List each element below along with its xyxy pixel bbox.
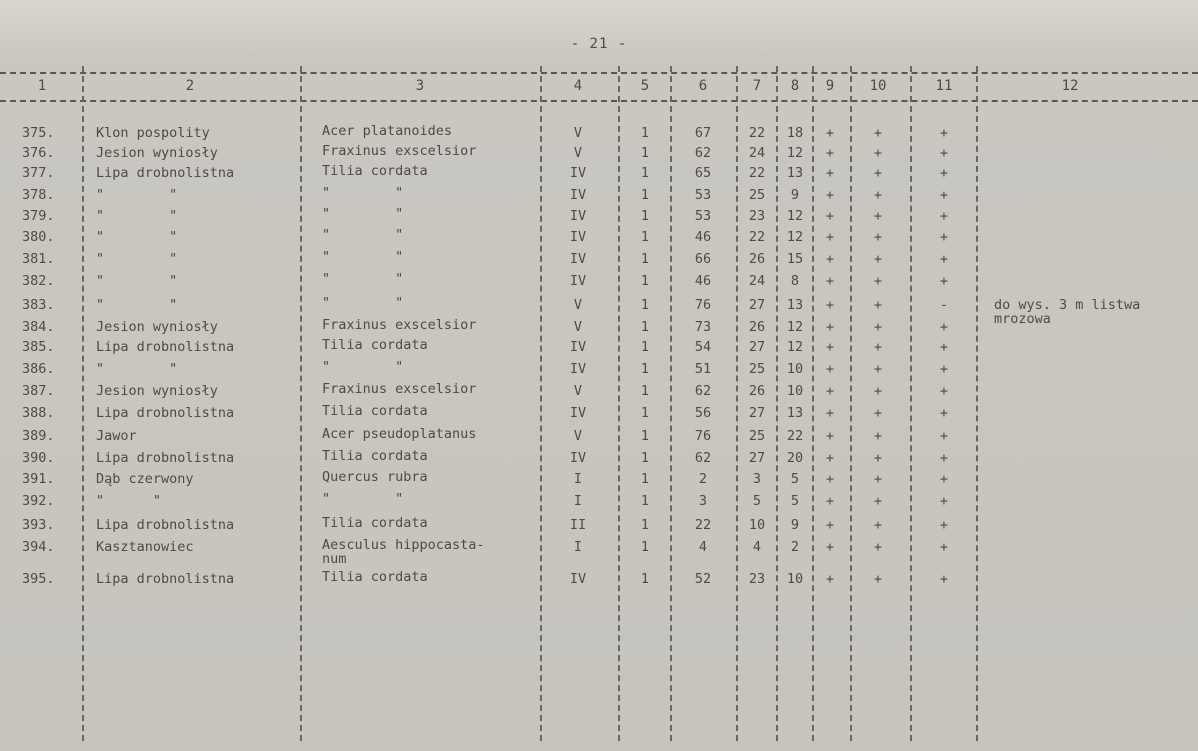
- common-name: Lipa drobnolistna: [96, 571, 235, 587]
- row-number: 394.: [22, 539, 55, 555]
- count-cell: 1: [640, 339, 650, 355]
- common-name: " ": [96, 361, 178, 377]
- value-cell: 4: [752, 539, 762, 555]
- value-cell: 10: [748, 517, 766, 533]
- row-number: 380.: [22, 229, 55, 245]
- mark-cell: +: [939, 517, 949, 533]
- column-header: 11: [935, 78, 953, 94]
- common-name: Klon pospolity: [96, 125, 210, 141]
- value-cell: 62: [694, 383, 712, 399]
- row-number: 382.: [22, 273, 55, 289]
- value-cell: 8: [790, 273, 800, 289]
- value-cell: 62: [694, 450, 712, 466]
- value-cell: 65: [694, 165, 712, 181]
- common-name: Lipa drobnolistna: [96, 165, 235, 181]
- mark-cell: +: [939, 251, 949, 267]
- common-name: " ": [96, 493, 162, 509]
- mark-cell: +: [939, 405, 949, 421]
- row-number: 385.: [22, 339, 55, 355]
- mark-cell: +: [939, 187, 949, 203]
- latin-name: Fraxinus exscelsior: [322, 317, 477, 333]
- class-cell: IV: [569, 229, 587, 245]
- value-cell: 24: [748, 145, 766, 161]
- latin-name: Acer platanoides: [322, 123, 453, 139]
- row-number: 389.: [22, 428, 55, 444]
- count-cell: 1: [640, 187, 650, 203]
- value-cell: 46: [694, 273, 712, 289]
- value-cell: 5: [752, 493, 762, 509]
- mark-cell: +: [873, 571, 883, 587]
- value-cell: 3: [752, 471, 762, 487]
- count-cell: 1: [640, 145, 650, 161]
- count-cell: 1: [640, 229, 650, 245]
- mark-cell: +: [939, 361, 949, 377]
- value-cell: 73: [694, 319, 712, 335]
- mark-cell: +: [825, 208, 835, 224]
- value-cell: 12: [786, 229, 804, 245]
- count-cell: 1: [640, 208, 650, 224]
- mark-cell: +: [873, 517, 883, 533]
- mark-cell: +: [825, 450, 835, 466]
- latin-name: Acer pseudoplatanus: [322, 426, 477, 442]
- class-cell: IV: [569, 187, 587, 203]
- count-cell: 1: [640, 539, 650, 555]
- value-cell: 52: [694, 571, 712, 587]
- mark-cell: +: [873, 165, 883, 181]
- value-cell: 26: [748, 319, 766, 335]
- value-cell: 54: [694, 339, 712, 355]
- mark-cell: +: [873, 493, 883, 509]
- mark-cell: +: [825, 361, 835, 377]
- value-cell: 5: [790, 471, 800, 487]
- value-cell: 12: [786, 339, 804, 355]
- value-cell: 18: [786, 125, 804, 141]
- mark-cell: +: [873, 471, 883, 487]
- value-cell: 2: [698, 471, 708, 487]
- latin-name: " ": [322, 271, 404, 287]
- header-bottom-rule: [0, 100, 1198, 102]
- mark-cell: +: [825, 165, 835, 181]
- value-cell: 5: [790, 493, 800, 509]
- column-header: 12: [1061, 78, 1079, 94]
- column-header: 7: [752, 78, 762, 94]
- count-cell: 1: [640, 405, 650, 421]
- common-name: Lipa drobnolistna: [96, 405, 235, 421]
- value-cell: 2: [790, 539, 800, 555]
- class-cell: I: [573, 539, 583, 555]
- mark-cell: +: [939, 273, 949, 289]
- common-name: " ": [96, 297, 178, 313]
- column-divider: [776, 66, 778, 741]
- value-cell: 22: [786, 428, 804, 444]
- mark-cell: +: [873, 297, 883, 313]
- common-name: Dąb czerwony: [96, 471, 194, 487]
- row-number: 392.: [22, 493, 55, 509]
- column-divider: [976, 66, 978, 741]
- value-cell: 20: [786, 450, 804, 466]
- row-number: 388.: [22, 405, 55, 421]
- latin-name: " ": [322, 249, 404, 265]
- mark-cell: +: [825, 251, 835, 267]
- value-cell: 46: [694, 229, 712, 245]
- column-divider: [670, 66, 672, 741]
- mark-cell: +: [873, 145, 883, 161]
- mark-cell: +: [873, 361, 883, 377]
- column-divider: [850, 66, 852, 741]
- mark-cell: +: [939, 229, 949, 245]
- latin-name: " ": [322, 206, 404, 222]
- mark-cell: +: [825, 125, 835, 141]
- value-cell: 10: [786, 361, 804, 377]
- mark-cell: +: [939, 539, 949, 555]
- value-cell: 10: [786, 571, 804, 587]
- count-cell: 1: [640, 471, 650, 487]
- value-cell: 66: [694, 251, 712, 267]
- class-cell: IV: [569, 165, 587, 181]
- count-cell: 1: [640, 319, 650, 335]
- class-cell: V: [573, 428, 583, 444]
- count-cell: 1: [640, 165, 650, 181]
- class-cell: V: [573, 297, 583, 313]
- class-cell: V: [573, 125, 583, 141]
- common-name: Jesion wyniosły: [96, 319, 218, 335]
- mark-cell: +: [873, 319, 883, 335]
- value-cell: 12: [786, 145, 804, 161]
- class-cell: IV: [569, 571, 587, 587]
- header-top-rule: [0, 72, 1198, 74]
- class-cell: V: [573, 319, 583, 335]
- remarks-cell: do wys. 3 m listwa mrozowa: [994, 297, 1141, 327]
- column-divider: [812, 66, 814, 741]
- mark-cell: +: [873, 208, 883, 224]
- common-name: " ": [96, 187, 178, 203]
- value-cell: 53: [694, 208, 712, 224]
- row-number: 387.: [22, 383, 55, 399]
- latin-name: Fraxinus exscelsior: [322, 381, 477, 397]
- class-cell: IV: [569, 208, 587, 224]
- mark-cell: +: [825, 145, 835, 161]
- latin-name: " ": [322, 295, 404, 311]
- latin-name: Tilia cordata: [322, 403, 428, 419]
- common-name: Lipa drobnolistna: [96, 450, 235, 466]
- mark-cell: +: [939, 208, 949, 224]
- mark-cell: +: [873, 539, 883, 555]
- value-cell: 13: [786, 165, 804, 181]
- mark-cell: +: [873, 450, 883, 466]
- column-header: 10: [869, 78, 887, 94]
- class-cell: I: [573, 471, 583, 487]
- column-divider: [300, 66, 302, 741]
- value-cell: 23: [748, 571, 766, 587]
- row-number: 395.: [22, 571, 55, 587]
- value-cell: 9: [790, 187, 800, 203]
- class-cell: II: [569, 517, 587, 533]
- count-cell: 1: [640, 297, 650, 313]
- mark-cell: +: [939, 383, 949, 399]
- class-cell: V: [573, 383, 583, 399]
- column-header: 4: [573, 78, 583, 94]
- latin-name: Tilia cordata: [322, 515, 428, 531]
- mark-cell: +: [825, 571, 835, 587]
- value-cell: 4: [698, 539, 708, 555]
- value-cell: 24: [748, 273, 766, 289]
- class-cell: IV: [569, 339, 587, 355]
- common-name: Lipa drobnolistna: [96, 517, 235, 533]
- column-divider: [82, 66, 84, 741]
- count-cell: 1: [640, 361, 650, 377]
- mark-cell: +: [939, 571, 949, 587]
- mark-cell: +: [873, 428, 883, 444]
- value-cell: 27: [748, 450, 766, 466]
- count-cell: 1: [640, 450, 650, 466]
- row-number: 381.: [22, 251, 55, 267]
- mark-cell: +: [939, 165, 949, 181]
- value-cell: 23: [748, 208, 766, 224]
- latin-name: " ": [322, 359, 404, 375]
- row-number: 390.: [22, 450, 55, 466]
- class-cell: IV: [569, 273, 587, 289]
- page-number: - 21 -: [570, 36, 628, 52]
- count-cell: 1: [640, 125, 650, 141]
- mark-cell: +: [825, 297, 835, 313]
- mark-cell: +: [825, 539, 835, 555]
- value-cell: 26: [748, 251, 766, 267]
- row-number: 375.: [22, 125, 55, 141]
- count-cell: 1: [640, 273, 650, 289]
- mark-cell: +: [939, 319, 949, 335]
- value-cell: 27: [748, 405, 766, 421]
- value-cell: 9: [790, 517, 800, 533]
- value-cell: 62: [694, 145, 712, 161]
- column-header: 5: [640, 78, 650, 94]
- mark-cell: +: [939, 145, 949, 161]
- common-name: " ": [96, 229, 178, 245]
- mark-cell: +: [873, 383, 883, 399]
- class-cell: I: [573, 493, 583, 509]
- value-cell: 12: [786, 208, 804, 224]
- mark-cell: +: [825, 339, 835, 355]
- value-cell: 25: [748, 187, 766, 203]
- value-cell: 3: [698, 493, 708, 509]
- row-number: 379.: [22, 208, 55, 224]
- latin-name: Tilia cordata: [322, 337, 428, 353]
- latin-name: Tilia cordata: [322, 448, 428, 464]
- mark-cell: -: [939, 297, 949, 313]
- value-cell: 53: [694, 187, 712, 203]
- row-number: 383.: [22, 297, 55, 313]
- value-cell: 26: [748, 383, 766, 399]
- row-number: 378.: [22, 187, 55, 203]
- row-number: 391.: [22, 471, 55, 487]
- mark-cell: +: [939, 428, 949, 444]
- common-name: Jesion wyniosły: [96, 145, 218, 161]
- latin-name: " ": [322, 185, 404, 201]
- class-cell: IV: [569, 405, 587, 421]
- common-name: Jesion wyniosły: [96, 383, 218, 399]
- mark-cell: +: [825, 428, 835, 444]
- mark-cell: +: [939, 125, 949, 141]
- value-cell: 56: [694, 405, 712, 421]
- value-cell: 22: [748, 165, 766, 181]
- count-cell: 1: [640, 517, 650, 533]
- class-cell: IV: [569, 251, 587, 267]
- common-name: Kasztanowiec: [96, 539, 194, 555]
- row-number: 377.: [22, 165, 55, 181]
- count-cell: 1: [640, 383, 650, 399]
- mark-cell: +: [873, 273, 883, 289]
- latin-name: Tilia cordata: [322, 569, 428, 585]
- mark-cell: +: [939, 450, 949, 466]
- column-header: 6: [698, 78, 708, 94]
- value-cell: 13: [786, 297, 804, 313]
- mark-cell: +: [873, 187, 883, 203]
- row-number: 393.: [22, 517, 55, 533]
- common-name: " ": [96, 273, 178, 289]
- class-cell: V: [573, 145, 583, 161]
- mark-cell: +: [873, 339, 883, 355]
- value-cell: 51: [694, 361, 712, 377]
- column-divider: [540, 66, 542, 741]
- value-cell: 27: [748, 297, 766, 313]
- column-header: 8: [790, 78, 800, 94]
- mark-cell: +: [825, 517, 835, 533]
- mark-cell: +: [825, 319, 835, 335]
- value-cell: 25: [748, 428, 766, 444]
- mark-cell: +: [873, 251, 883, 267]
- class-cell: IV: [569, 450, 587, 466]
- column-divider: [910, 66, 912, 741]
- row-number: 376.: [22, 145, 55, 161]
- count-cell: 1: [640, 428, 650, 444]
- mark-cell: +: [939, 493, 949, 509]
- value-cell: 10: [786, 383, 804, 399]
- row-number: 384.: [22, 319, 55, 335]
- mark-cell: +: [873, 405, 883, 421]
- mark-cell: +: [825, 493, 835, 509]
- count-cell: 1: [640, 251, 650, 267]
- mark-cell: +: [873, 229, 883, 245]
- value-cell: 15: [786, 251, 804, 267]
- value-cell: 67: [694, 125, 712, 141]
- value-cell: 12: [786, 319, 804, 335]
- mark-cell: +: [939, 471, 949, 487]
- mark-cell: +: [873, 125, 883, 141]
- value-cell: 76: [694, 428, 712, 444]
- value-cell: 27: [748, 339, 766, 355]
- mark-cell: +: [825, 471, 835, 487]
- row-number: 386.: [22, 361, 55, 377]
- common-name: " ": [96, 208, 178, 224]
- latin-name: " ": [322, 227, 404, 243]
- value-cell: 22: [748, 125, 766, 141]
- count-cell: 1: [640, 493, 650, 509]
- value-cell: 76: [694, 297, 712, 313]
- count-cell: 1: [640, 571, 650, 587]
- latin-name: " ": [322, 491, 404, 507]
- column-header: 1: [37, 78, 47, 94]
- mark-cell: +: [939, 339, 949, 355]
- column-divider: [618, 66, 620, 741]
- value-cell: 25: [748, 361, 766, 377]
- common-name: Jawor: [96, 428, 137, 444]
- column-divider: [736, 66, 738, 741]
- common-name: " ": [96, 251, 178, 267]
- mark-cell: +: [825, 405, 835, 421]
- mark-cell: +: [825, 383, 835, 399]
- value-cell: 13: [786, 405, 804, 421]
- class-cell: IV: [569, 361, 587, 377]
- latin-name: Aesculus hippocasta- num: [322, 537, 485, 567]
- latin-name: Quercus rubra: [322, 469, 428, 485]
- common-name: Lipa drobnolistna: [96, 339, 235, 355]
- column-header: 9: [825, 78, 835, 94]
- mark-cell: +: [825, 229, 835, 245]
- latin-name: Tilia cordata: [322, 163, 428, 179]
- value-cell: 22: [694, 517, 712, 533]
- mark-cell: +: [825, 187, 835, 203]
- latin-name: Fraxinus exscelsior: [322, 143, 477, 159]
- column-header: 2: [185, 78, 195, 94]
- mark-cell: +: [825, 273, 835, 289]
- value-cell: 22: [748, 229, 766, 245]
- column-header: 3: [415, 78, 425, 94]
